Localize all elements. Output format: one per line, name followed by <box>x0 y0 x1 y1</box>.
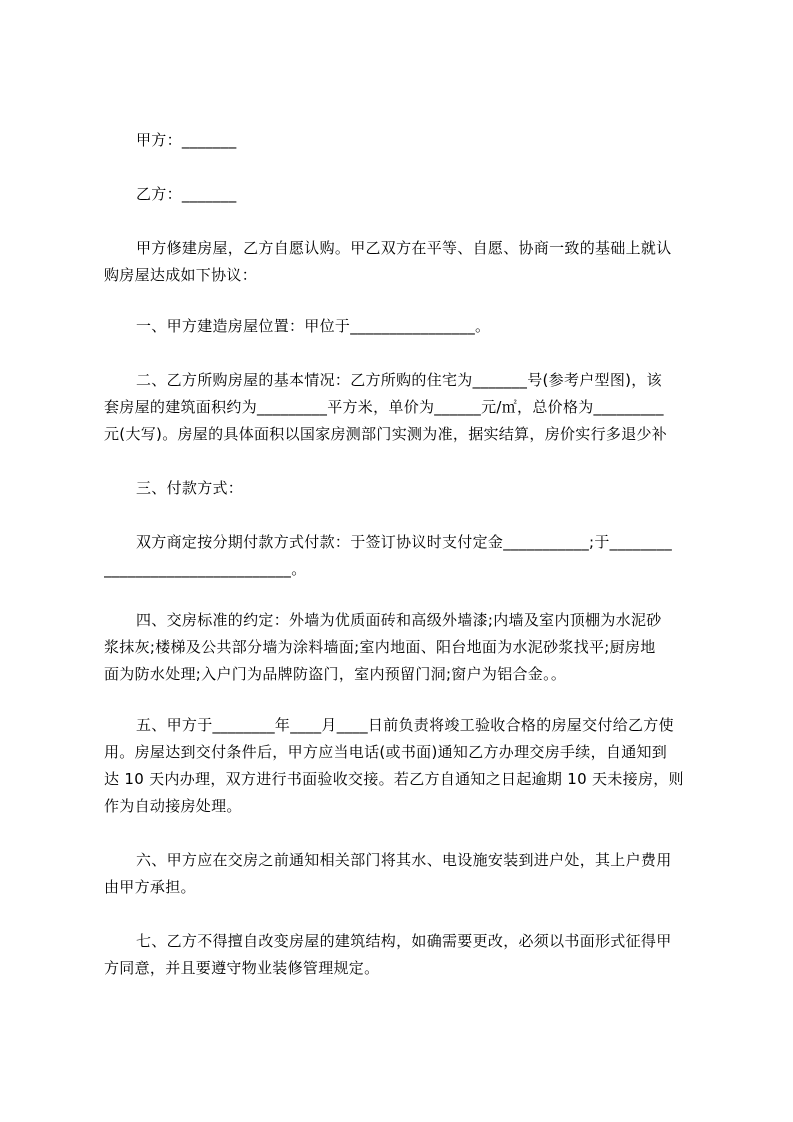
text-line: 六、甲方应在交房之前通知相关部门将其水、电设施安装到进户处，其上户费用 <box>136 851 672 869</box>
text-line: 四、交房标准的约定：外墙为优质面砖和高级外墙漆;内墙及室内顶棚为水泥砂 <box>136 611 662 629</box>
clause-3-body <box>104 529 700 583</box>
clause-2 <box>104 367 700 448</box>
clause-4 <box>104 607 700 688</box>
clause-3-heading <box>104 475 700 502</box>
text-line: 用。房屋达到交付条件后，甲方应当电话(或书面)通知乙方办理交房手续，自通知到 <box>104 743 668 761</box>
text-line: 三、付款方式： <box>136 479 244 497</box>
text-line: 元(大写)。房屋的具体面积以国家房测部门实测为准，据实结算，房价实行多退少补 <box>104 425 668 443</box>
text-line: 甲方修建房屋，乙方自愿认购。甲乙双方在平等、自愿、协商一致的基础上就认 <box>136 239 672 257</box>
text-line: 五、甲方于________年____月____日前负责将竣工验收合格的房屋交付给乙方使 <box>136 716 674 734</box>
text-line: 面为防水处理;入户门为品牌防盗门，室内预留门洞;窗户为铝合金。。 <box>104 665 567 683</box>
party-b-text: 乙方：_______ <box>136 185 237 203</box>
clause-6 <box>104 847 700 901</box>
text-line: 二、乙方所购房屋的基本情况：乙方所购的住宅为_______号(参考户型图)，该 <box>136 371 662 389</box>
text-line: 浆抹灰;楼梯及公共部分墙为涂料墙面;室内地面、阳台地面为水泥砂浆找平;厨房地 <box>104 638 656 656</box>
clause-1 <box>104 313 700 340</box>
text-line: 套房屋的建筑面积约为_________平方米，单价为______元/㎡，总价格为_________ <box>104 398 664 416</box>
text-line: 作为自动接房处理。 <box>104 797 242 815</box>
text-line: 购房屋达成如下协议： <box>104 266 258 284</box>
party-a-text: 甲方：_______ <box>136 131 237 149</box>
text-line: ________________________。 <box>104 560 307 578</box>
clause-5 <box>104 712 700 820</box>
clause-7 <box>104 928 700 982</box>
text-line: 由甲方承担。 <box>104 878 196 896</box>
intro-paragraph <box>104 235 700 289</box>
text-line: 方同意，并且要遵守物业装修管理规定。 <box>104 959 380 977</box>
text-line: 双方商定按分期付款方式付款：于签订协议时支付定金___________;于________ <box>136 533 673 551</box>
text-line: 达 10 天内办理，双方进行书面验收交接。若乙方自通知之日起逾期 10 天未接房，则 <box>104 770 684 788</box>
text-line: 一、甲方建造房屋位置：甲位于________________。 <box>136 317 491 335</box>
party-a-line <box>104 127 700 154</box>
party-b-line <box>104 181 700 208</box>
text-line: 七、乙方不得擅自改变房屋的建筑结构，如确需要更改，必须以书面形式征得甲 <box>136 932 672 950</box>
